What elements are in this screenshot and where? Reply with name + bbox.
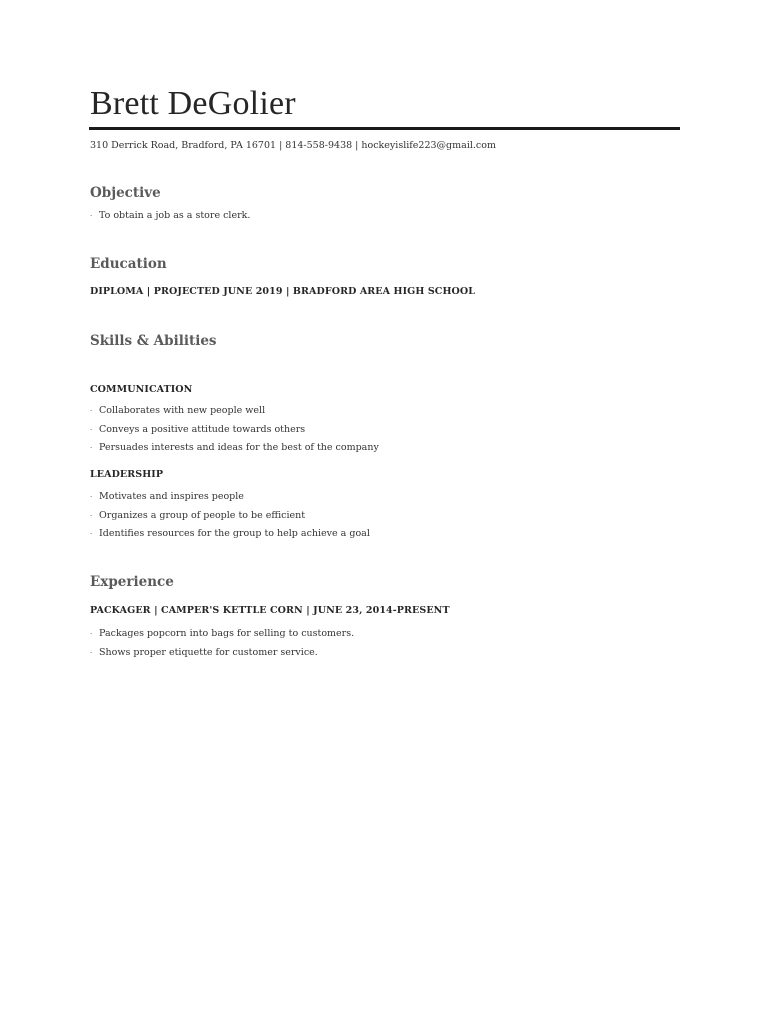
bullet-icon: · [90, 212, 93, 220]
list-item [90, 627, 354, 646]
skill-item: Organizes a group of people to be efficient [99, 509, 306, 521]
list-item [90, 423, 379, 442]
list-item [90, 527, 370, 546]
list-item [90, 646, 354, 665]
experience-entry: PACKAGER | CAMPER'S KETTLE CORN | JUNE 23, 2014-PRESENT [90, 605, 450, 616]
resume-name: Brett DeGolier [90, 85, 296, 122]
skill-group-title-communication: COMMUNICATION [90, 384, 193, 395]
experience-item: Packages popcorn into bags for selling to customers. [99, 628, 355, 639]
skill-item: Conveys a positive attitude towards others [99, 423, 306, 435]
experience-heading: Experience [90, 574, 174, 590]
bullet-icon: · [90, 630, 93, 638]
education-entry: DIPLOMA | PROJECTED JUNE 2019 | BRADFORD AREA HIGH SCHOOL [90, 286, 476, 297]
list-item [90, 509, 370, 528]
contact-info: 310 Derrick Road, Bradford, PA 16701 | 814-558-9438 | hockeyislife223@gmail.com [90, 140, 496, 151]
objective-list [90, 209, 250, 228]
skill-item: Persuades interests and ideas for the best of the company [99, 442, 379, 454]
bullet-icon: · [90, 444, 93, 453]
bullet-icon: · [90, 648, 93, 657]
experience-item: Shows proper etiquette for customer service. [99, 646, 318, 658]
objective-heading: Objective [90, 185, 161, 201]
communication-list [90, 404, 379, 460]
bullet-icon: · [90, 407, 93, 415]
skills-heading: Skills & Abilities [90, 333, 217, 349]
education-heading: Education [90, 256, 167, 272]
list-item [90, 404, 379, 423]
skill-item: Collaborates with new people well [99, 405, 266, 416]
skill-group-title-leadership: LEADERSHIP [90, 469, 164, 480]
leadership-list [90, 490, 370, 546]
objective-text: To obtain a job as a store clerk. [99, 210, 251, 221]
bullet-icon: · [90, 511, 93, 520]
experience-list [90, 627, 354, 664]
bullet-icon: · [90, 530, 93, 539]
skill-item: Identifies resources for the group to help achieve a goal [99, 528, 370, 540]
list-item [90, 441, 379, 460]
bullet-icon: · [90, 493, 93, 501]
list-item [90, 490, 370, 509]
skill-item: Motivates and inspires people [99, 491, 244, 502]
bullet-icon: · [90, 425, 93, 434]
header-divider [89, 127, 680, 130]
list-item [90, 209, 250, 228]
